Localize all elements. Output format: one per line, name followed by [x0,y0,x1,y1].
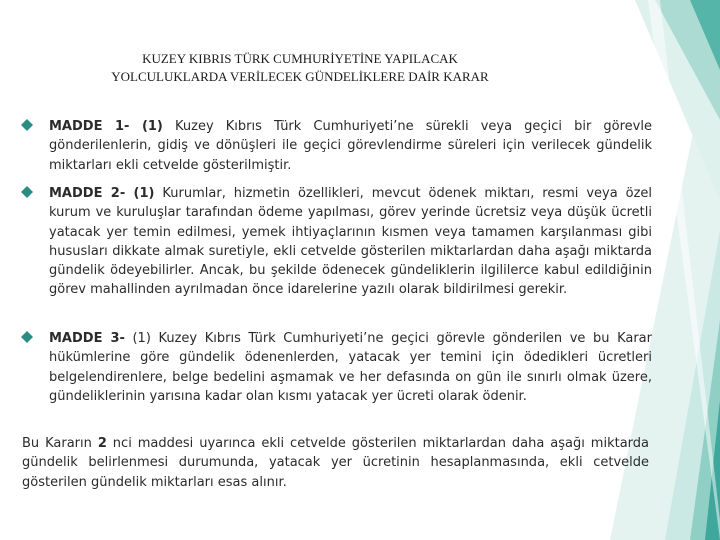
document-title [40,50,560,86]
article-3-heading: MADDE 3- [49,331,125,346]
article-2-body: Kurumlar, hizmetin özellikleri, mevcut ödenek miktarı, resmi veya özel kurum ve kuruluşlar tarafından ödeme yapılması, görev yerinde ücretsiz veya düşük ücretli yatacak yer temin edilmesi, yemek ihtiyaçlarının kısmen veya tamamen karşılanması gibi hususları dikkate almak suretiyle, ekli cetvelde gösterilen miktarlardan daha aşağı miktarda gündelik ödeyebilirler. Ancak, bu şekilde ödenecek gündeliklerin ilgililerce kabul edildiğinin görev mahallinden ayrılmadan önce idarelerine yazılı olarak bildirilmesi gerekir. [49,186,652,298]
closing-text-start: Bu Kararın [22,436,98,451]
article-3-body: (1) Kuzey Kıbrıs Türk Cumhuriyeti’ne geçici görevle gönderilen ve bu Karar hükümlerine göre gündelik ödenenlerden, yatacak yer temini için ödedikleri ücretleri belgelendirenlere, belge bedelini aşmamak ve her defasında on gün ile sınırlı olmak üzere, gündeliklerinin yarısına kadar olan kısmı yatacak yer ücreti olarak ödenir. [49,331,652,404]
article-2-heading: MADDE 2- (1) [49,186,155,201]
article-1-text [49,117,652,175]
article-1-heading: MADDE 1- (1) [49,119,163,134]
article-1-body: Kuzey Kıbrıs Türk Cumhuriyeti’ne sürekli veya geçici bir görevle gönderilenlerin, gidiş ve dönüşleri ile geçici görevlendirme süreleri için verilecek gündelik miktarları ekli cetvelde gösterilmiştir. [49,119,652,173]
article-3-text [49,329,652,406]
closing-paragraph [22,434,649,492]
article-3 [22,329,652,406]
title-line-1: KUZEY KIBRIS TÜRK CUMHURİYETİNE YAPILACAK [142,51,458,66]
closing-text-end: nci maddesi uyarınca ekli cetvelde gösterilen miktarlardan daha aşağı miktarda gündelik belirlenmesi durumunda, yatacak yer ücretinin hesaplanmasında, ekli cetvelde gösterilen gündelik miktarları esas alınır. [22,436,649,490]
title-line-2: YOLCULUKLARDA VERİLECEK GÜNDELİKLERE DAİR KARAR [111,69,489,84]
article-2-text [49,184,652,300]
diamond-bullet-icon [21,331,33,343]
diamond-bullet-icon [21,119,33,131]
closing-article-number: 2 [97,436,107,451]
article-2 [22,184,652,300]
diamond-bullet-icon [21,186,33,198]
article-1 [22,117,652,175]
